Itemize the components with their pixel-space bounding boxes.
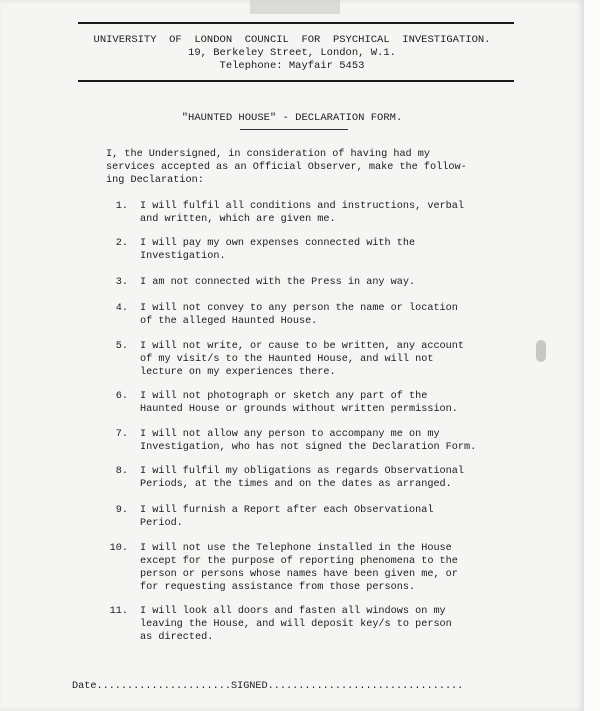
intro-line: ing Declaration: <box>106 175 204 186</box>
item-number: 11. <box>109 606 128 617</box>
item-number: 10. <box>109 543 128 554</box>
item-number: 1. <box>115 201 128 212</box>
item-line: of my visit/s to the Haunted House, and will not <box>140 354 434 365</box>
intro-paragraph <box>106 148 486 187</box>
item-number: 2. <box>115 238 128 249</box>
item-line: Investigation. <box>140 251 226 262</box>
item-number: 6. <box>115 391 128 402</box>
item-line: I am not connected with the Press in any way. <box>140 277 416 288</box>
item-line: lecture on my experiences there. <box>140 367 336 378</box>
form-title: "HAUNTED HOUSE" - DECLARATION FORM. <box>181 112 403 124</box>
item-line: I will not write, or cause to be written, any account <box>140 341 465 352</box>
page-edge <box>584 0 600 711</box>
letterhead <box>0 34 584 73</box>
item-line: Period. <box>140 518 183 529</box>
date-field[interactable]: ...................... <box>96 681 231 692</box>
item-line: I will look all doors and fasten all windows on my <box>140 606 446 617</box>
item-line: I will pay my own expenses connected with the <box>140 238 416 249</box>
item-line: Investigation, who has not signed the Declaration Form. <box>140 442 477 453</box>
item-line: person or persons whose names have been given me, or <box>140 569 458 580</box>
item-line: and written, which are given me. <box>140 214 336 225</box>
item-number: 7. <box>115 429 128 440</box>
item-line: I will furnish a Report after each Observational <box>140 505 434 516</box>
item-line: for requesting assistance from those persons. <box>140 582 416 593</box>
smudge-mark <box>536 340 546 362</box>
tape-mark <box>250 0 340 14</box>
letterhead-address: 19, Berkeley Street, London, W.1. <box>188 47 396 59</box>
item-number: 8. <box>115 466 128 477</box>
signed-label: SIGNED <box>230 681 268 692</box>
item-line: I will fulfil all conditions and instructions, verbal <box>140 201 465 212</box>
header-bottom-rule <box>78 80 514 82</box>
item-line: I will not use the Telephone installed in the House <box>140 543 452 554</box>
item-line: of the alleged Haunted House. <box>140 316 318 327</box>
item-number: 9. <box>115 505 128 516</box>
item-line: I will not allow any person to accompany me on my <box>140 429 440 440</box>
intro-line: I, the Undersigned, in consideration of having had my <box>106 149 431 160</box>
date-label: Date <box>72 681 97 692</box>
item-line: as directed. <box>140 632 214 643</box>
item-number: 5. <box>115 341 128 352</box>
item-line: I will fulfil my obligations as regards Observational <box>140 466 465 477</box>
item-number: 4. <box>115 303 128 314</box>
item-line: I will not convey to any person the name or location <box>140 303 458 314</box>
signature-field[interactable]: ................................ <box>267 681 464 692</box>
letterhead-telephone: Telephone: Mayfair 5453 <box>219 60 365 72</box>
form-title-underline <box>240 129 348 130</box>
header-top-rule <box>78 22 514 24</box>
item-number: 3. <box>115 277 128 288</box>
item-line: I will not photograph or sketch any part of the <box>140 391 428 402</box>
item-line: except for the purpose of reporting phenomena to the <box>140 556 458 567</box>
item-line: Periods, at the times and on the dates as arranged. <box>140 479 452 490</box>
item-line: Haunted House or grounds without written permission. <box>140 404 458 415</box>
letterhead-institution: UNIVERSITY OF LONDON COUNCIL FOR PSYCHICAL INVESTIGATION. <box>93 34 491 46</box>
intro-line: services accepted as an Official Observer, make the follow- <box>106 162 467 173</box>
signature-line <box>72 681 463 692</box>
item-line: leaving the House, and will deposit key/s to person <box>140 619 452 630</box>
